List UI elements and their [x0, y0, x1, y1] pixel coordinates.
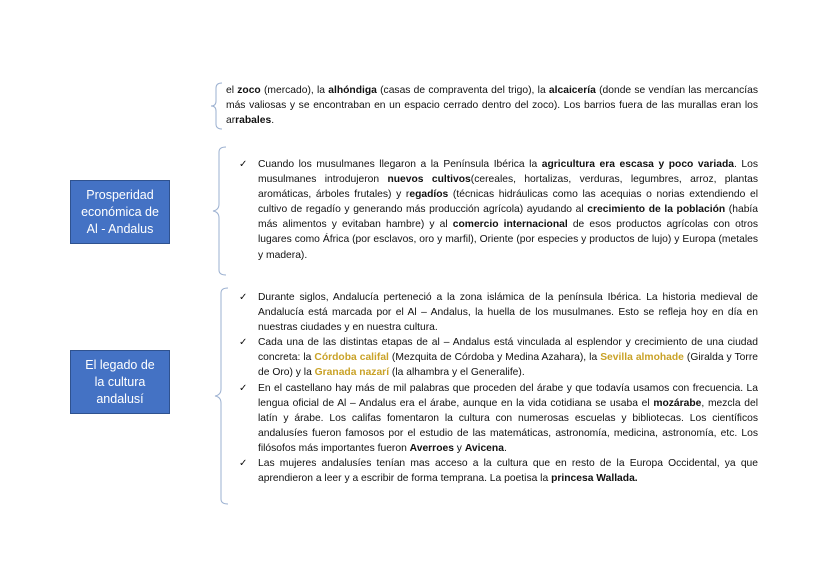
top-paragraph: el zoco (mercado), la alhóndiga (casas de compraventa del trigo), la alcaicería (donde se vendían las mercancías más valiosas y se encontraban en un espacio cerrado dentro del zoco). Los barrios fuera de las murallas eran los arrabales. — [226, 85, 758, 127]
legacy-box — [70, 350, 170, 414]
check-icon: ✓ — [239, 292, 248, 303]
list-item: ✓ Durante siglos, Andalucía perteneció a la zona islámica de la península Ibérica. La historia medieval de Andalucía está marcada por el Al – Andalus, la huella de los musulmanes. Esto se refleja hoy en día en nuestras ciudades y en nuestra cultura. — [239, 292, 758, 334]
brace-top — [208, 82, 224, 130]
list-item: ✓ Cada una de las distintas etapas de al – Andalus está vinculada al esplendor y crecimiento de una ciudad concreta: la Córdoba califal (Mezquita de Córdoba y Medina Azahara), la Sevilla almohade (Giralda y Torre de Oro) y la Granada nazarí (la alhambra y el Generalife). — [239, 337, 758, 379]
legacy-text-block — [236, 290, 758, 486]
prosperity-box — [70, 180, 170, 244]
list-item: ✓ Las mujeres andalusíes tenían mas acceso a la cultura que en resto de la Europa Occidental, ya que aprendieron a leer y a escribir de forma temprana. La poetisa la princesa Wallada. — [239, 458, 758, 485]
prosperity-list — [236, 157, 758, 263]
check-icon: ✓ — [239, 337, 248, 349]
check-icon: ✓ — [239, 458, 248, 470]
brace-prosperity — [210, 146, 228, 276]
brace-legacy — [212, 287, 230, 505]
check-icon: ✓ — [239, 159, 248, 170]
legacy-list — [236, 290, 758, 486]
list-item: ✓ En el castellano hay más de mil palabras que proceden del árabe y que todavía usamos con frecuencia. La lengua oficial de Al – Andalus era el árabe, aunque en la vida cotidiana se usaba el mozárabe, mezcla del latín y árabe. Los califas fomentaron la cultura con numerosas escuelas y bibliotecas. Los científicos andalusíes fueron famosos por el estudio de las matemáticas, astronomía, medicina, astronomía, etc. Los filósofos más importantes fueron Averroes y Avicena. — [239, 382, 758, 454]
legacy-title: El legado de la cultura andalusí — [85, 357, 155, 406]
list-item: ✓ Cuando los musulmanes llegaron a la Península Ibérica la agricultura era escasa y poco variada. Los musulmanes introdujeron nuevos cultivos(cereales, hortalizas, verduras, legumbres, arroz, plantas aromáticas, árboles frutales) y regadíos (técnicas hidráulicas como las acequias o norias extendiendo el cultivo de regadío y generando más producción agrícola) ayudando al crecimiento de la población (había más alimentos y evitaban hambre) y al comercio internacional de esos productos agrícolas con otros lugares como África (por esclavos, oro y marfil), Oriente (por especies y productos de lujo) y Europa (metales y madera). — [239, 159, 759, 261]
prosperity-title: Prosperidad económica de Al - Andalus — [81, 187, 159, 236]
prosperity-text-block — [236, 157, 758, 263]
check-icon: ✓ — [239, 382, 248, 394]
top-text-block — [226, 83, 758, 128]
